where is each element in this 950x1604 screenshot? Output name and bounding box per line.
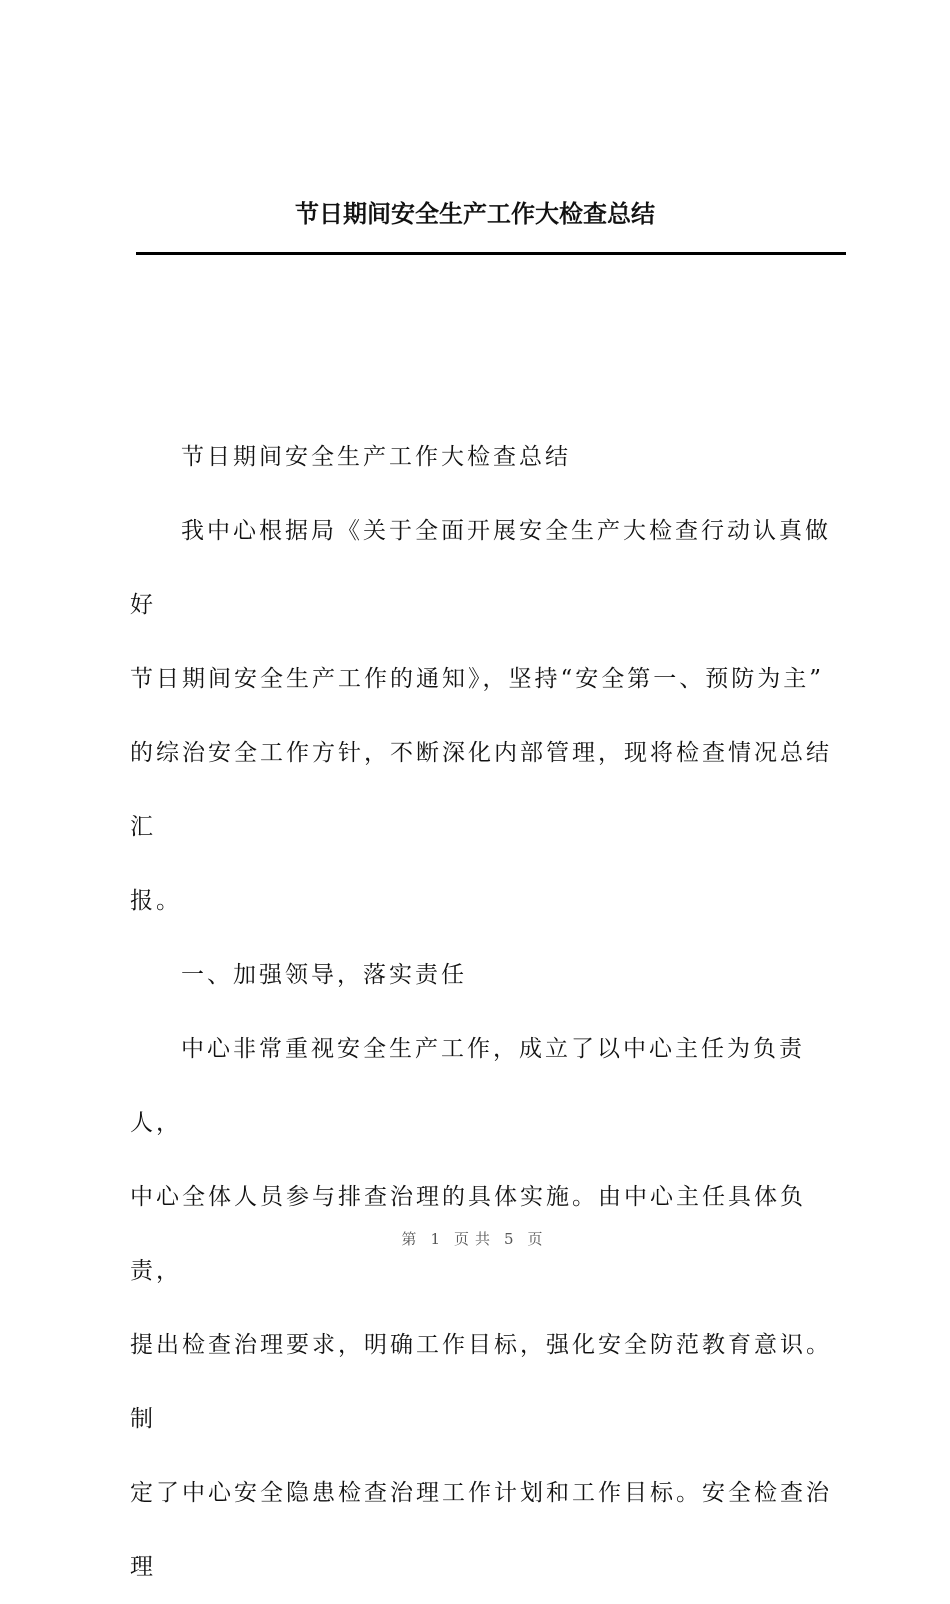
footer-page-total: 5 [504,1230,520,1248]
footer-prefix: 第 [401,1230,423,1248]
paragraph-section-1: 中心非常重视安全生产工作，成立了以中心主任为负责人， 中心全体人员参与排查治理的具体实施。由中心主任具体负责， 提出检查治理要求，明确工作目标，强化安全防范教育意识。制 定了中心安全隐患检查治理工作计划和工作目标。安全检查治理 [130,1036,832,1580]
footer-page-number: 1 [430,1230,446,1248]
document-title: 节日期间安全生产工作大检查总结 [295,199,655,228]
document-body [130,420,844,1604]
footer-mid: 页共 [453,1230,496,1248]
page-footer [0,1229,950,1249]
footer-suffix: 页 [527,1230,549,1248]
section-heading-1: 一、加强领导，落实责任 [181,962,467,988]
title-divider [136,252,846,255]
body-heading: 节日期间安全生产工作大检查总结 [181,444,571,470]
paragraph-intro: 我中心根据局《关于全面开展安全生产大检查行动认真做好 节日期间安全生产工作的通知》，坚持“安全第一、预防为主” 的综治安全工作方针，不断深化内部管理，现将检查情况总结汇 报。 [130,518,832,914]
